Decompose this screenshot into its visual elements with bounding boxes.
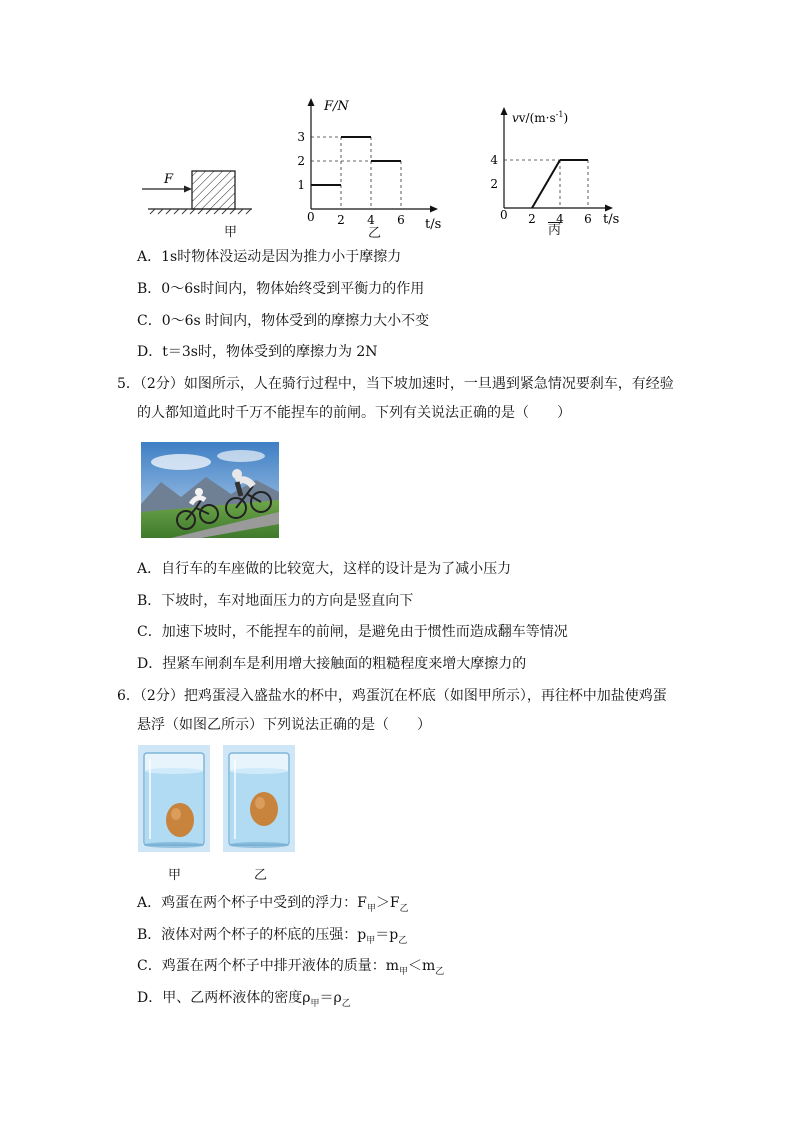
q5-stem-line2: 的人都知道此时千万不能捏车的前闸。下列有关说法正确的是（ ） [137, 405, 571, 421]
caption-bing: 丙 [548, 223, 562, 238]
y-axis-label: F/N [324, 99, 349, 114]
force-label: F [164, 172, 174, 187]
x-tick-label: 6 [584, 212, 592, 226]
figure-bing [490, 95, 630, 245]
cyclists-illustration [141, 442, 279, 538]
y-axis-arrow [308, 98, 315, 106]
x-tick-label: 2 [337, 213, 345, 227]
origin-label: 0 [500, 208, 508, 222]
block [192, 171, 235, 209]
q5-stem-line1: 5．（2分）如图所示，人在骑行过程中，当下坡加速时，一旦遇到紧急情况要刹车，有经验 [117, 376, 674, 392]
q5-option-c: C．加速下坡时，不能捏车的前闸，是避免由于惯性而造成翻车等情况 [137, 624, 568, 640]
x-tick-label: 4 [556, 212, 564, 226]
q6-stem-line2: 悬浮（如图乙所示）下列说法正确的是（ ） [137, 717, 431, 733]
caption-yi: 乙 [368, 226, 382, 241]
q6-option-a: A．鸡蛋在两个杯子中受到的浮力：$F_甲>F_乙$ [137, 895, 409, 914]
caption-jia: 甲 [224, 225, 238, 240]
y-tick-label: 2 [297, 154, 305, 168]
q4-option-c: C．0～6s 时间内，物体受到的摩擦力大小不变 [137, 313, 430, 329]
x-axis-arrow [430, 206, 438, 213]
figure-jia [140, 160, 260, 240]
beaker-caption-yi: 乙 [254, 868, 268, 883]
x-tick-label: 6 [397, 213, 405, 227]
q6-option-d: D．甲、乙两杯液体的密度$\rho_甲=\rho_乙$ [137, 990, 351, 1009]
beaker-photo-yi [223, 745, 295, 852]
q5-option-a: A．自行车的车座做的比较宽大，这样的设计是为了减小压力 [137, 561, 512, 577]
q6-option-b: B．液体对两个杯子的杯底的压强：$p_甲=p_乙$ [137, 927, 408, 946]
q5-option-b: B．下坡时，车对地面压力的方向是竖直向下 [137, 593, 414, 609]
q6-stem-line1: 6．（2分）把鸡蛋浸入盛盐水的杯中，鸡蛋沉在杯底（如图甲所示），再往杯中加盐使鸡蛋 [117, 688, 667, 704]
x-tick-label: 4 [367, 213, 375, 227]
y-tick-label: 2 [490, 177, 498, 191]
beaker-sinking-egg [138, 745, 210, 852]
beaker-photo-jia [138, 745, 210, 852]
y-tick-label: 3 [297, 130, 305, 144]
figure-yi [290, 90, 450, 245]
y-axis-arrow [501, 107, 508, 115]
beaker-suspended-egg [223, 745, 295, 852]
ground-hatch [150, 209, 251, 214]
q4-option-d: D．t＝3s时，物体受到的摩擦力为 2N [137, 344, 378, 360]
y-axis-label: $vv/(m\cdot s^{-1})$ [512, 110, 569, 125]
y-tick-label: 1 [297, 178, 305, 192]
q5-option-d: D．捏紧车闸刹车是利用增大接触面的粗糙程度来增大摩擦力的 [137, 656, 527, 672]
q4-option-a: A．1s时物体没运动是因为推力小于摩擦力 [137, 249, 402, 265]
block-diagram [140, 160, 260, 240]
x-axis-label: t/s [603, 212, 620, 227]
origin-label: 0 [307, 210, 315, 224]
x-tick-label: 2 [528, 212, 536, 226]
x-axis-arrow [605, 205, 613, 212]
cyclists-photo [141, 442, 279, 538]
data-segment [532, 160, 560, 208]
x-axis-label: t/s [425, 217, 442, 232]
force-arrow-head [184, 186, 192, 193]
q6-option-c: C．鸡蛋在两个杯子中排开液体的质量：$m_甲<m_乙$ [137, 958, 445, 977]
y-tick-label: 4 [490, 153, 498, 167]
beaker-caption-jia: 甲 [168, 868, 182, 883]
q4-option-b: B．0～6s时间内，物体始终受到平衡力的作用 [137, 281, 425, 297]
